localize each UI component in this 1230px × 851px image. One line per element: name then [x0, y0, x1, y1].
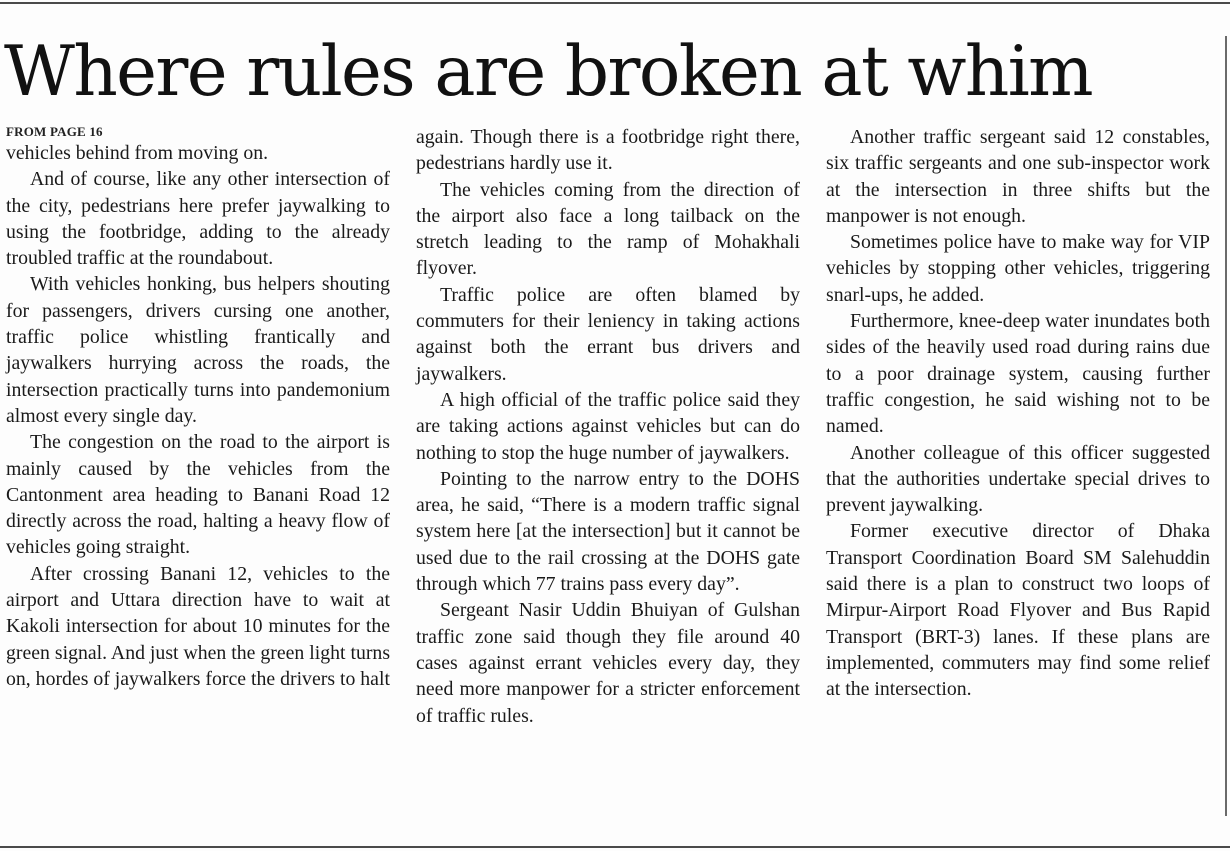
paragraph: With vehicles honking, bus helpers shouting for passengers, drivers cursing one another, traffic police whistling frantically and jaywalkers hurrying across the roads, the intersection practically turns into pandemonium almost every single day. — [6, 273, 390, 427]
paragraph: again. Though there is a footbridge right there, pedestrians hardly use it. — [416, 126, 800, 175]
paragraph: Pointing to the narrow entry to the DOHS area, he said, “There is a modern traffic signal system here [at the intersection] but it cannot be used due to the rail crossing at the DOHS gate through which 77 trains pass every day”. — [416, 467, 800, 596]
paragraph: Sometimes police have to make way for VIP vehicles by stopping other vehicles, triggering snarl-ups, he added. — [826, 231, 1210, 306]
paragraph: Traffic police are often blamed by commuters for their leniency in taking actions against both the errant bus drivers and jaywalkers. — [416, 283, 800, 385]
paragraph: After crossing Banani 12, vehicles to the airport and Uttara direction have to wait at Kakoli intersection for about 10 minutes for the green signal. And just when the green light turns on, hordes of jaywalkers force the drivers to halt — [6, 562, 391, 690]
paragraph: And of course, like any other intersection of the city, pedestrians here prefer jaywalking to using the footbridge, adding to the already troubled traffic at the roundabout. — [6, 168, 390, 270]
paragraph: Sergeant Nasir Uddin Bhuiyan of Gulshan traffic zone said though they file around 40 cases against errant vehicles every day, they need more manpower for a stricter enforcement of traffic rules. — [416, 599, 800, 727]
paragraph: Furthermore, knee-deep water inundates both sides of the heavily used road during rains due to a poor drainage system, causing further traffic congestion, he said wishing not to be named. — [826, 310, 1210, 438]
article-column-3 — [826, 124, 1210, 703]
headline: Where rules are broken at whim — [4, 32, 1093, 112]
paragraph: Another colleague of this officer suggested that the authorities undertake special drives to prevent jaywalking. — [826, 441, 1210, 517]
top-rule — [0, 2, 1230, 4]
paragraph: A high official of the traffic police said they are taking actions against vehicles but can do nothing to stop the huge number of jaywalkers. — [416, 388, 800, 464]
paragraph: Another traffic sergeant said 12 constables, six traffic sergeants and one sub-inspector work at the intersection in three shifts but the manpower is not enough. — [826, 126, 1210, 227]
right-rule — [1225, 36, 1227, 816]
article-column-1 — [6, 124, 390, 692]
paragraph: The congestion on the road to the airport is mainly caused by the vehicles from the Cantonment area heading to Banani Road 12 directly across the road, halting a heavy flow of vehicles going straight. — [6, 431, 390, 559]
paragraph: The vehicles coming from the direction of the airport also face a long tailback on the stretch leading to the ramp of Mohakhali flyover. — [416, 178, 800, 280]
paragraph: Former executive director of Dhaka Transport Coordination Board SM Salehuddin said there is a plan to construct two loops of Mirpur-Airport Road Flyover and Bus Rapid Transport (BRT-3) lanes. If these plans are implemented, commuters may find some relief at the intersection. — [826, 520, 1210, 701]
bottom-rule — [0, 846, 1230, 848]
paragraph: vehicles behind from moving on. — [6, 142, 269, 164]
dateline: FROM PAGE 16 — [6, 124, 103, 139]
article-column-2 — [416, 124, 800, 729]
